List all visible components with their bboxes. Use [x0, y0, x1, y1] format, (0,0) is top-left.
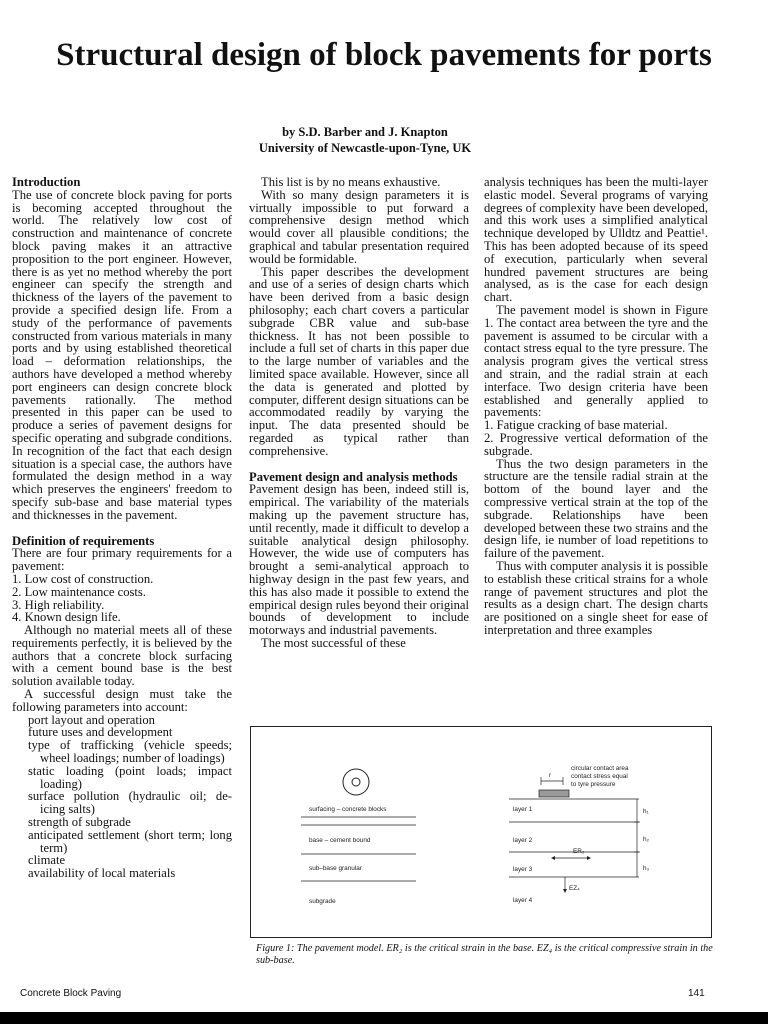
paragraph: analysis techniques has been the multi-layer elastic model. Several programs of varying degrees of complexity have been developed, and this work uses a simplified analytical technique developed by Ulldtz and Peattie¹. This has been adopted because of its speed of execution, particularly when several hundred pavement structures are being analysed, as is the case for each design chart.: [484, 175, 708, 305]
paragraph: This list is by no means exhaustive.: [261, 175, 441, 189]
label-layer-4: layer 4: [513, 897, 533, 904]
paragraph: Thus the two design parameters in the structure are the tensile radial strain at the bottom of the bound layer and the compressive vertical strain at the top of the subgrade. Relationships have been developed between these two strains and the design life, ie number of load repetitions to failure of the pavement.: [484, 456, 708, 561]
label-layer-3: layer 3: [513, 866, 533, 873]
paper-title: Structural design of block pavements for ports: [56, 37, 712, 73]
journal-name: Concrete Block Paving: [20, 988, 122, 999]
arrowhead: [563, 889, 567, 893]
paragraph: Thus with computer analysis it is possible to establish these critical strains for a whole range of pavement structures and plot the results as a design chart. The design charts are positioned on a single sheet for ease of interpretation and three examples: [484, 558, 708, 637]
label-h1: h₁: [643, 808, 649, 815]
label-tyre-pressure: to tyre pressure: [571, 781, 616, 788]
requirements-list: [12, 573, 232, 624]
label-h3: h₃: [643, 865, 650, 872]
criteria-item: 1. Fatigue cracking of base material.: [484, 418, 668, 433]
label-surfacing: surfacing – concrete blocks: [309, 806, 387, 813]
label-subgrade: subgrade: [309, 898, 336, 905]
paragraph: The pavement model is shown in Figure 1. The contact area between the tyre and the pavement is assumed to be circular with a contact stress equal to the tyre pressure. The analysis program gives the vertical stress and strain, and the radial strain at each interface. Two design criteria have been established and generally applied to pavements:: [484, 302, 708, 420]
contact-area-block: [539, 790, 569, 797]
list-item: future uses and development: [28, 725, 173, 740]
pavement-model-diagram: [251, 727, 713, 939]
list-item: 3. High reliability.: [12, 597, 105, 612]
paragraph: This paper describes the development and use of a series of design charts which have been derived from a basic design philosophy; each chart covers a particular subgrade CBR value and sub-base thickness. It has not been possible to include a full set of charts in this paper due to the large number of variables and the limited space available. However, since all the data is generated and plotted by computer, different design situations can be accommodated readily by varying the input. The data presented should be regarded as typical rather than comprehensive.: [249, 264, 469, 458]
pavement-model-figure: [250, 726, 712, 938]
paragraph: With so many design parameters it is virtually impossible to put forward a comprehensive design method which would cover all plausible conditions; the graphical and tabular presentation required would be formidable.: [249, 187, 469, 266]
tyre-outer-icon: [343, 769, 369, 795]
column-right: [484, 176, 708, 637]
list-item: surface pollution (hydraulic oil; de-icing salts): [28, 789, 232, 817]
label-base: base – cement bound: [309, 837, 371, 844]
paragraph: Pavement design has been, indeed still is, empirical. The variability of the materials making up the pavement structure has, until recently, made it difficult to develop a suitable analytical design philosophy. However, the wide use of computers has brought a semi-analytical approach to highway design in the past few years, and this has also made it possible to extend the empirical design rules beyond their original bounds of development to include motorways and industrial pavements.: [249, 482, 469, 638]
figure-caption: Figure 1: The pavement model. ER₂ is the critical strain in the base. EZ₄ is the critical compressive strain in the sub-base.: [256, 943, 713, 966]
heading-introduction: Introduction: [12, 175, 81, 189]
column-middle: [249, 176, 469, 650]
label-contact-stress: contact stress equal: [571, 773, 628, 780]
paragraph: The use of concrete block paving for ports is becoming accepted throughout the world. The relatively low cost of construction and maintenance of concrete block paving makes it an attractive proposition to the port engineer. However, there is as yet no method whereby the port engineer can specify the strength and thickness of the layers of the pavement to provide a specified design life. From a study of the performance of pavements constructed from various materials in many ports and by using established theoretical load – deformation relationships, the authors have developed a method whereby port engineers can design concrete block pavements rationally. The method presented in this paper can be used to produce a series of pavement designs for specific operating and subgrade conditions. In recognition of the fact that each design situation is a special case, the authors have formulated the design method in a way which preserves the engineers' freedom to specify sub-base and base material types and thicknesses in the pavement.: [12, 187, 232, 522]
page-number: 141: [688, 988, 705, 999]
label-radius: r: [549, 772, 552, 779]
list-item: static loading (point loads; impact loading): [28, 763, 232, 791]
list-item: strength of subgrade: [28, 815, 131, 830]
label-contact-area: circular contact area: [571, 765, 629, 772]
column-left: [12, 176, 232, 880]
arrowhead: [587, 856, 591, 860]
list-item: 1. Low cost of construction.: [12, 571, 154, 586]
criteria-item: 2. Progressive vertical deformation of the subgrade.: [484, 430, 708, 458]
paragraph: The most successful of these: [261, 635, 406, 650]
label-h2: h₂: [643, 836, 650, 843]
arrowhead: [551, 856, 555, 860]
affiliation: University of Newcastle-upon-Tyne, UK: [258, 141, 472, 155]
list-item: type of trafficking (vehicle speeds; wheel loadings; number of loadings): [28, 738, 232, 766]
bottom-bar: [0, 1012, 768, 1024]
tyre-inner-icon: [352, 778, 360, 786]
paragraph: There are four primary requirements for a pavement:: [12, 546, 232, 574]
label-subbase: sub–base granular: [309, 865, 362, 872]
list-item: climate: [28, 853, 66, 868]
list-item: anticipated settlement (short term; long term): [28, 827, 232, 855]
list-item: availability of local materials: [28, 866, 176, 881]
heading-pavement-design: Pavement design and analysis methods: [249, 469, 458, 484]
paragraph: A successful design must take the following parameters into account:: [12, 687, 232, 714]
list-item: port layout and operation: [28, 712, 155, 727]
parameters-list: [12, 714, 232, 880]
list-item: 2. Low maintenance costs.: [12, 584, 146, 599]
byline: by S.D. Barber and J. Knapton: [282, 125, 448, 139]
author-block: [230, 124, 500, 156]
label-ez4: EZ₄: [569, 885, 580, 892]
label-layer-2: layer 2: [513, 837, 533, 844]
label-layer-1: layer 1: [513, 806, 533, 813]
heading-requirements: Definition of requirements: [12, 533, 155, 548]
list-item: 4. Known design life.: [12, 610, 121, 625]
paragraph: Although no material meets all of these requirements perfectly, it is believed by the authors that a concrete block surfacing with a cement bound base is the best solution available today.: [12, 623, 232, 689]
label-er2: ER₂: [573, 848, 585, 855]
